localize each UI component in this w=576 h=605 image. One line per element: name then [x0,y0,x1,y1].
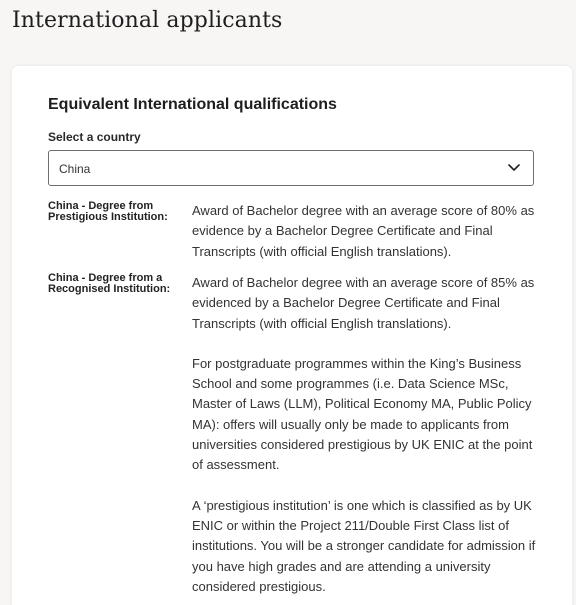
qualification-paragraph: Award of Bachelor degree with an average score of 80% as evidence by a Bachelor Degree Certificate and Final Transcripts (with official English translations). [192,203,535,259]
qualification-description [192,273,538,605]
country-select-label: Select a country [48,130,141,144]
chevron-down-icon [507,163,521,173]
card-title: Equivalent International qualifications [48,96,337,113]
country-select-value: China [59,162,91,176]
qualification-paragraph: For postgraduate programmes within the King’s Business School and some programmes (i.e. Data Science MSc, Master of Laws (LLM), Political Economy MA, Public Policy MA): offers will usually only be made to applicants from universities considered prestigious by UK ENIC at the point of assessment. [192,355,533,473]
page-title: International applicants [12,8,283,33]
qualification-paragraph: A ‘prestigious institution’ is one which is classified as by UK ENIC or within the Project 211/Double First Class list of institutions. You will be a stronger candidate for admission if you have high grades and are attending a university considered prestigious. [192,497,536,594]
qualification-description [192,201,538,282]
qualifications-card [12,66,572,605]
qualification-name: China - Degree from a Recognised Institution: [48,272,171,295]
qualification-name: China - Degree from Prestigious Institution: [48,200,168,223]
country-select[interactable] [48,150,534,186]
qualification-paragraph: Award of Bachelor degree with an average score of 85% as evidenced by a Bachelor Degree Certificate and Final Transcripts (with official English translations). [192,275,535,331]
